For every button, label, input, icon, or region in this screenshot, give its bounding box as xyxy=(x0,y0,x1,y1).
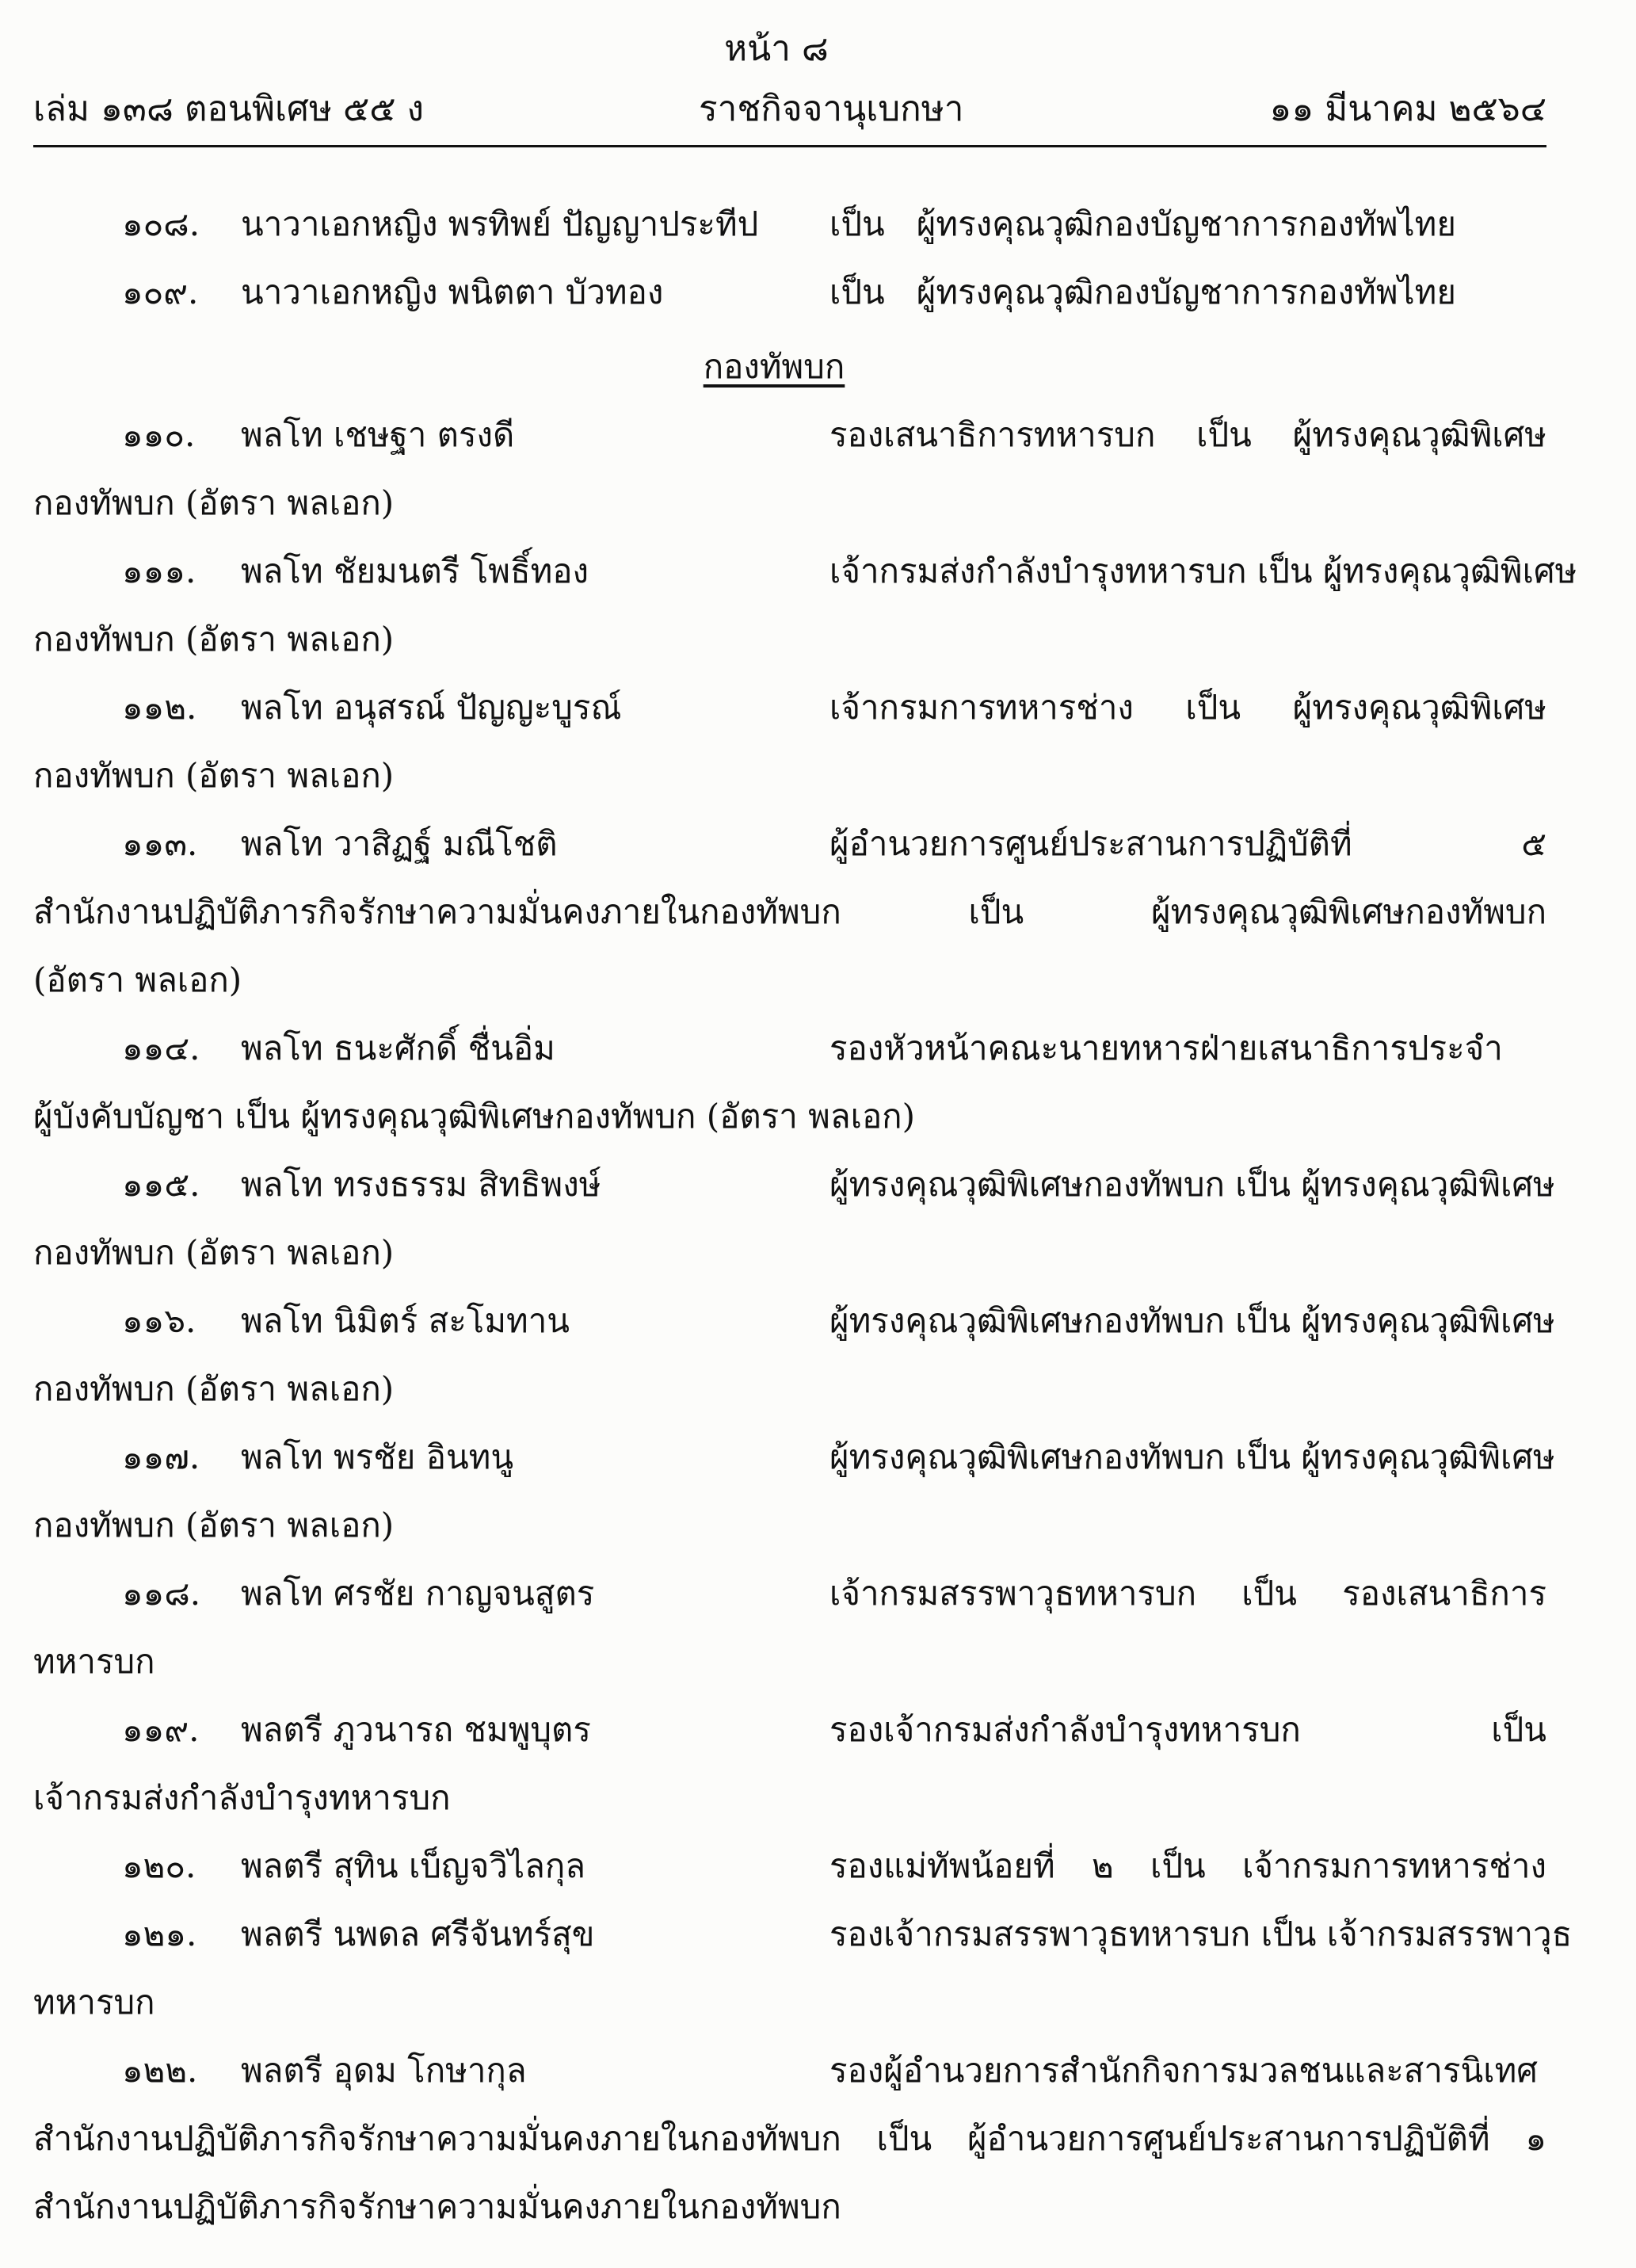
list-item xyxy=(33,1560,1546,1696)
entry-continuation: สำนักงานปฏิบัติภารกิจรักษาความมั่นคงภายในกองทัพบก xyxy=(33,2187,841,2226)
entry-name: พลโท นิมิตร์ สะโมทาน xyxy=(241,1301,570,1340)
entry-appointment: รองแม่ทัพน้อยที่ ๒ เป็น เจ้ากรมการทหารช่าง xyxy=(829,1846,1546,1885)
entry-name: พลโท วาสิฏฐ์ มณีโชติ xyxy=(241,824,558,863)
entry-number: ๑๑๔. xyxy=(122,1029,200,1067)
entry-appointment: ผู้ทรงคุณวุฒิพิเศษกองทัพบก เป็น ผู้ทรงคุณวุฒิพิเศษ xyxy=(829,1165,1555,1204)
entry-new-position: ผู้ทรงคุณวุฒิกองบัญชาการกองทัพไทย xyxy=(916,204,1456,243)
list-item xyxy=(33,1423,1555,1560)
entry-continuation: กองทัพบก (อัตรา พลเอก) xyxy=(33,1233,395,1272)
entry-number: ๑๑๘. xyxy=(122,1574,201,1613)
army-entries xyxy=(33,401,1577,2241)
entry-appointment: ผู้อำนวยการศูนย์ประสานการปฏิบัติที่ ๕ xyxy=(829,824,1546,863)
entry-continuation: กองทัพบก (อัตรา พลเอก) xyxy=(33,1506,395,1544)
section-heading-text: กองทัพบก xyxy=(703,347,845,386)
entry-name: พลโท เชษฐา ตรงดี xyxy=(241,415,515,454)
entry-continuation: กองทัพบก (อัตรา พลเอก) xyxy=(33,483,395,522)
entry-new-position: ผู้ทรงคุณวุฒิกองบัญชาการกองทัพไทย xyxy=(916,273,1456,311)
entry-number: ๑๑๑. xyxy=(122,552,196,590)
entry-continuation: สำนักงานปฏิบัติภารกิจรักษาความมั่นคงภายในกองทัพบก เป็น ผู้อำนวยการศูนย์ประสานการปฏิบัติที่ ๑ xyxy=(33,2119,1546,2158)
header-divider xyxy=(33,145,1546,147)
entry-appointment: รองเจ้ากรมสรรพาวุธทหารบก เป็น เจ้ากรมสรรพาวุธ xyxy=(829,1915,1573,1953)
entry-name: พลตรี นพดล ศรีจันทร์สุข xyxy=(241,1915,595,1953)
entry-number: ๑๒๑. xyxy=(122,1915,197,1953)
entry-number: ๑๑๓. xyxy=(122,824,198,863)
entry-connector: เป็น xyxy=(829,204,885,243)
volume-info: เล่ม ๑๓๘ ตอนพิเศษ ๕๕ ง xyxy=(33,89,425,129)
entry-appointment: รองหัวหน้าคณะนายทหารฝ่ายเสนาธิการประจำ xyxy=(829,1029,1503,1067)
section-heading-army xyxy=(33,326,1546,401)
entry-continuation: สำนักงานปฏิบัติภารกิจรักษาความมั่นคงภายในกองทัพบก เป็น ผู้ทรงคุณวุฒิพิเศษกองทัพบก xyxy=(33,892,1546,931)
entry-number: ๑๒๐. xyxy=(122,1846,196,1885)
entry-number: ๑๑๖. xyxy=(122,1301,196,1340)
entry-continuation: กองทัพบก (อัตรา พลเอก) xyxy=(33,1369,395,1408)
entry-name: พลตรี อุดม โกษากุล xyxy=(241,2051,527,2090)
list-item xyxy=(33,1900,1573,2037)
entry-continuation: ทหารบก xyxy=(33,1642,155,1681)
entry-number: ๑๐๘. xyxy=(122,204,200,243)
entry-continuation: ผู้บังคับบัญชา เป็น ผู้ทรงคุณวุฒิพิเศษกองทัพบก (อัตรา พลเอก) xyxy=(33,1097,915,1136)
entry-continuation: (อัตรา พลเอก) xyxy=(33,960,242,999)
list-item xyxy=(33,258,1546,326)
entry-appointment: เจ้ากรมสรรพาวุธทหารบก เป็น รองเสนาธิการ xyxy=(829,1574,1546,1613)
list-item xyxy=(33,674,1546,810)
entry-continuation: กองทัพบก (อัตรา พลเอก) xyxy=(33,756,395,795)
entry-name: พลโท ศรชัย กาญจนสูตร xyxy=(241,1574,595,1613)
entry-number: ๑๑๐. xyxy=(122,415,196,454)
list-item xyxy=(33,1832,1546,1900)
list-item xyxy=(33,537,1577,674)
entry-appointment: รองเจ้ากรมส่งกำลังบำรุงทหารบก เป็น xyxy=(829,1710,1546,1749)
list-item xyxy=(33,2037,1546,2241)
entry-appointment: เจ้ากรมส่งกำลังบำรุงทหารบก เป็น ผู้ทรงคุณวุฒิพิเศษ xyxy=(829,552,1577,590)
list-item xyxy=(33,1696,1546,1832)
entry-number: ๑๑๕. xyxy=(122,1165,200,1204)
entry-name: พลโท พรชัย อินทนู xyxy=(241,1438,514,1476)
entry-number: ๑๒๒. xyxy=(122,2051,198,2090)
entry-number: ๑๑๒. xyxy=(122,688,197,727)
entry-continuation: เจ้ากรมส่งกำลังบำรุงทหารบก xyxy=(33,1778,451,1817)
publication-title: ราชกิจจานุเบกษา xyxy=(699,89,964,129)
page-number: หน้า ๘ xyxy=(724,29,829,69)
entry-name: พลตรี ภูวนารถ ชมพูบุตร xyxy=(241,1710,591,1749)
entry-appointment: ผู้ทรงคุณวุฒิพิเศษกองทัพบก เป็น ผู้ทรงคุณวุฒิพิเศษ xyxy=(829,1438,1555,1476)
appointment-list xyxy=(33,190,1577,2241)
entry-name: พลโท อนุสรณ์ ปัญญะบูรณ์ xyxy=(241,688,622,727)
list-item xyxy=(33,810,1546,1014)
entry-appointment: เจ้ากรมการทหารช่าง เป็น ผู้ทรงคุณวุฒิพิเศษ xyxy=(829,688,1546,727)
entry-name: นาวาเอกหญิง พรทิพย์ ปัญญาประทีป xyxy=(241,204,759,243)
entry-appointment: ผู้ทรงคุณวุฒิพิเศษกองทัพบก เป็น ผู้ทรงคุณวุฒิพิเศษ xyxy=(829,1301,1555,1340)
entry-connector: เป็น xyxy=(829,273,885,311)
list-item xyxy=(33,1151,1555,1287)
entry-number: ๑๑๙. xyxy=(122,1710,200,1749)
publication-date: ๑๑ มีนาคม ๒๕๖๔ xyxy=(1269,89,1546,129)
entry-appointment: รองผู้อำนวยการสำนักกิจการมวลชนและสารนิเทศ xyxy=(829,2051,1538,2090)
entry-name: พลตรี สุทิน เบ็ญจวิไลกุล xyxy=(241,1846,586,1885)
entry-name: พลโท ธนะศักดิ์ ชื่นอิ่ม xyxy=(241,1029,555,1067)
entry-appointment: รองเสนาธิการทหารบก เป็น ผู้ทรงคุณวุฒิพิเศษ xyxy=(829,415,1546,454)
list-item xyxy=(33,1287,1555,1423)
list-item xyxy=(33,401,1546,537)
entry-continuation: ทหารบก xyxy=(33,1983,155,2022)
list-item xyxy=(33,190,1546,258)
entry-name: พลโท ทรงธรรม สิทธิพงษ์ xyxy=(241,1165,601,1204)
entry-number: ๑๑๗. xyxy=(122,1438,200,1476)
entry-continuation: กองทัพบก (อัตรา พลเอก) xyxy=(33,620,395,659)
list-item xyxy=(33,1014,1546,1151)
entry-name: พลโท ชัยมนตรี โพธิ์ทอง xyxy=(241,552,589,590)
entry-number: ๑๐๙. xyxy=(122,273,199,311)
entry-name: นาวาเอกหญิง พนิตตา บัวทอง xyxy=(241,273,664,311)
